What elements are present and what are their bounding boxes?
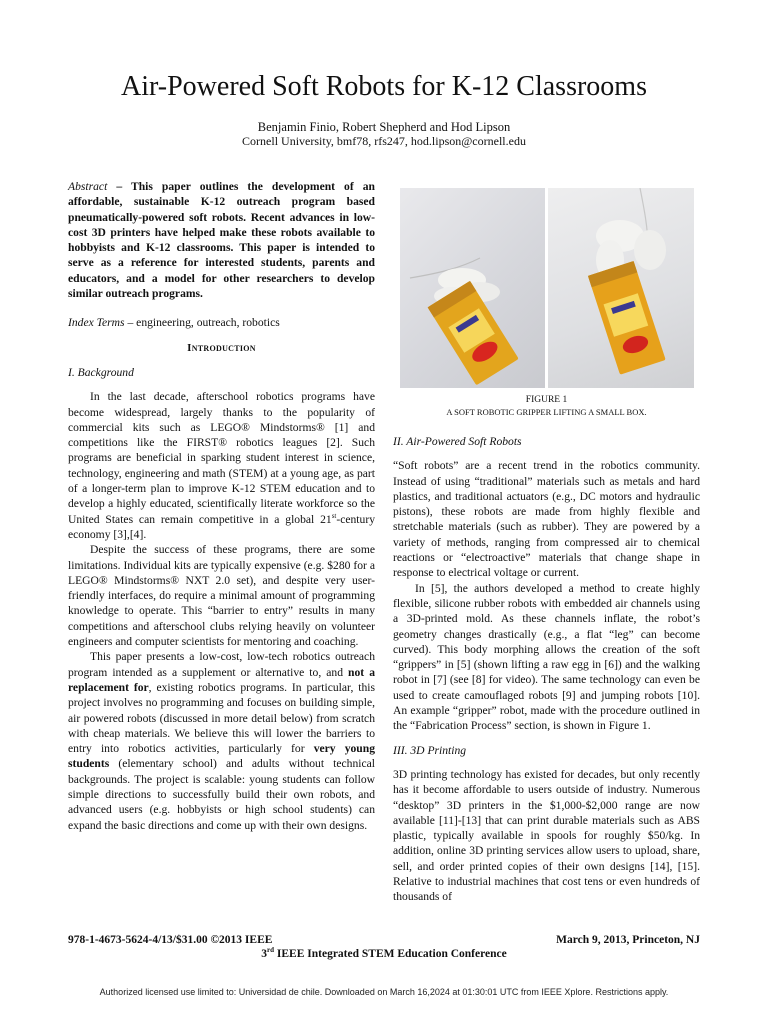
- conference-name: [0, 948, 768, 960]
- background-paragraph-1: [68, 389, 375, 542]
- license-notice: Authorized licensed use limited to: Universidad de chile. Downloaded on March 16,2024 at 01:30:01 UTC from IEEE Xplore. Restrictions apply.: [99, 987, 669, 997]
- gripper-photo-right: [548, 188, 694, 388]
- p3-bold-b: very young students: [68, 742, 375, 771]
- index-terms-text: – engineering, outreach, robotics: [124, 316, 280, 330]
- paper-title: Air-Powered Soft Robots for K-12 Classrooms: [121, 71, 647, 102]
- section-2-paragraph-1: “Soft robots” are a recent trend in the robotics community. Instead of using “traditional” materials such as metals and hard plastics, and traditional actuators (e.g., DC motors and hydraulic pistons), these robots are made from highly flexible and stretchable materials (such as rubber). They are powered by a variety of methods, ranging from compressed air to chemical reactions or “electroactive” materials that change shape in response to electrical voltage or current.: [393, 459, 700, 580]
- introduction-heading: Introduction: [187, 341, 256, 354]
- abstract: [68, 179, 375, 301]
- p1-text-a: In the last decade, afterschool robotics programs have become widespread, largely thanks to the popularity of commercial kits such as LEGO® Mindstorms® [1] and competitions like the FIRST® robotics leagues [2]. Such programs are beneficial in sparking student interest in science, technology, engineering and math (STEM) at a young age, as part of a longer-term plan to improve K-12 STEM education and to develop a highly educated, scientifically literate workforce so the United States can remain competitive in a global 21: [68, 390, 375, 526]
- section-3-paragraph-1: 3D printing technology has existed for decades, but only recently has it become affordable to users outside of industry. Numerous “desktop” 3D printers in the $1,000-$2,000 range are now available [11]-[13] that can print durable materials such as ABS plastic, typically available in spools for roughly $50/kg. In addition, online 3D printing services allow users to upload, share, sell, and order printed copies of their own designs [14], [15]. Relative to industrial machines that cost tens or even hundreds of thousands of: [393, 767, 700, 904]
- author-list: Benjamin Finio, Robert Shepherd and Hod Lipson: [257, 120, 511, 134]
- conference-date: March 9, 2013, Princeton, NJ: [556, 934, 700, 946]
- abstract-lead: Abstract: [68, 180, 108, 193]
- left-column: [68, 179, 375, 833]
- p3-bold-a: not a replacement for: [68, 665, 375, 694]
- p3-text-c: , existing robotics programs. In particular, this project involves no programming and focuses on building simple, air powered robots (discussed in more detail below) from scratch with cheap materials. We believe this will lower the barriers to entry into robotics activities, particularly for: [68, 680, 375, 756]
- section-2-heading: II. Air-Powered Soft Robots: [393, 435, 522, 448]
- index-terms-lead: Index Terms: [68, 316, 125, 330]
- section-2-paragraph-2: In [5], the authors developed a method to create highly flexible, silicone rubber robots with embedded air channels using a 3D-printed mold. As these channels inflate, the robot’s geometry changes drastically (e.g., a flat “leg” can become curved). This body morphing allows the creation of the soft “grippers” in [5] (shown lifting a raw egg in [6]) and the walking robot in [7] (see [8] for video). The same technology can even be used to create camouflaged robots [9] and jumping robots [10]. An example “gripper” robot, made with the procedure outlined in the “Fabrication Process” section, is shown in Figure 1.: [393, 581, 700, 733]
- conf-number: 3: [261, 948, 268, 960]
- abstract-text: This paper outlines the development of an affordable, sustainable K-12 outreach program based pneumatically-powered soft robots. Recent advances in low-cost 3D printers have helped make these robots available to hobbyists and K-12 classrooms. This paper is intended to serve as a reference for interested students, parents and educators, and a model for other researchers to develop similar outreach programs.: [68, 180, 375, 301]
- abstract-dash: –: [107, 180, 131, 193]
- section-3-heading: III. 3D Printing: [393, 743, 467, 757]
- affiliation: Cornell University, bmf78, rfs247, hod.lipson@cornell.edu: [242, 134, 526, 148]
- index-terms: [68, 315, 375, 330]
- figure-1-image: [400, 188, 694, 388]
- p3-text-a: This paper presents a low-cost, low-tech robotics outreach program intended as a supplement or alternative to, and: [68, 650, 375, 679]
- p1-text-b: -century economy [3],[4].: [68, 512, 375, 541]
- figure-1-caption: [393, 394, 700, 418]
- p3-text-e: (elementary school) and adults without technical backgrounds. The project is scalable: young students can follow simple directions to successfully build their own robots, and advanced users (e.g. hobbyists or high school students) can expand the basic directions and come up with their own designs.: [68, 757, 375, 832]
- p1-superscript: st: [331, 511, 337, 520]
- background-subheading: I. Background: [68, 365, 134, 379]
- background-paragraph-3: [68, 649, 375, 833]
- figure-label: FIGURE 1: [525, 395, 568, 405]
- right-column: [393, 188, 700, 905]
- figure-caption-text: A SOFT ROBOTIC GRIPPER LIFTING A SMALL BOX.: [446, 407, 647, 417]
- conf-superscript: rd: [267, 946, 275, 955]
- copyright-line: 978-1-4673-5624-4/13/$31.00 ©2013 IEEE: [68, 934, 273, 946]
- background-paragraph-2: Despite the success of these programs, there are some limitations. Individual kits are typically expensive (e.g. $280 for a LEGO® Mindstorms® NXT 2.0 set), and despite very user-friendly interfaces, do require a minimal amount of programming knowledge to operate. This “barrier to entry” results in many competitions and afterschool clubs relying heavily on volunteer engineers and computer scientists for mentoring and coaching.: [68, 543, 375, 649]
- gripper-photo-left: [400, 188, 546, 388]
- conf-rest: IEEE Integrated STEM Education Conference: [274, 948, 507, 960]
